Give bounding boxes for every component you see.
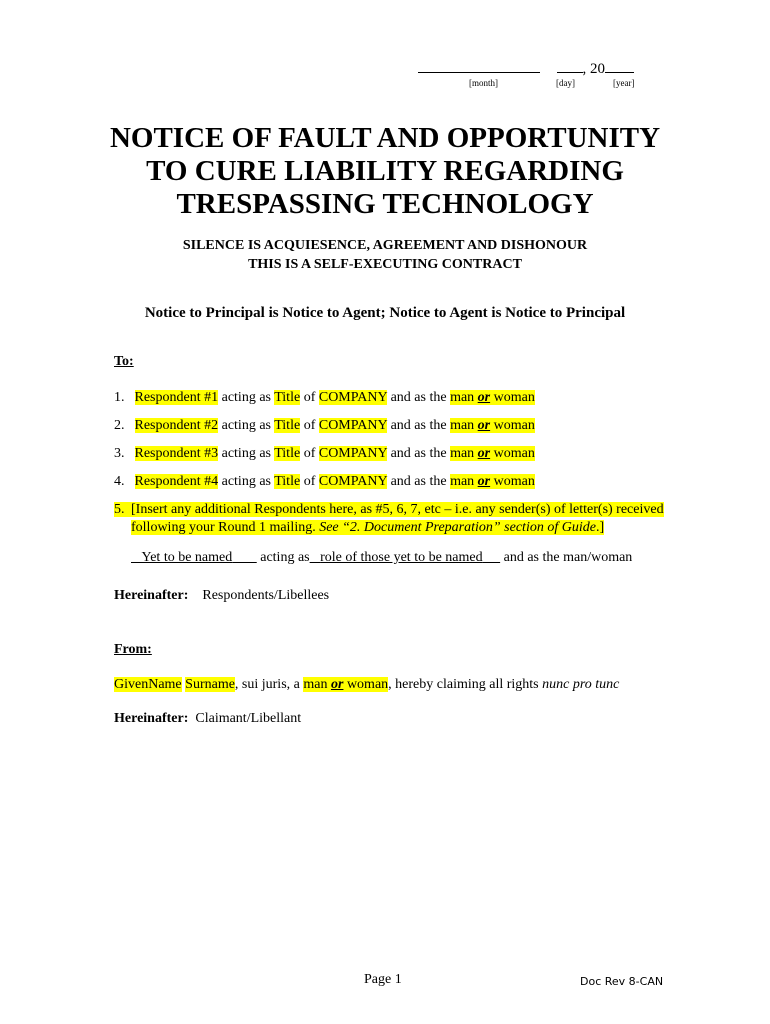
date-line (418, 58, 634, 78)
yet-to-be-named-line: Yet to be named acting as role of those yet to be named and as the man/woman (141, 550, 633, 565)
hereinafter-claimant: Hereinafter: Claimant/Libellant (114, 711, 302, 726)
day-caption: [day] (556, 78, 575, 88)
claimant-line: GivenName Surname, sui juris, a man or woman, hereby claiming all rights nunc pro tunc (114, 677, 620, 692)
respondent-title: Title (274, 390, 301, 405)
year-caption: [year] (613, 78, 635, 88)
to-label: To: (114, 354, 134, 369)
month-blank[interactable] (418, 58, 540, 73)
subtitle-line: SILENCE IS ACQUIESENCE, AGREEMENT AND DISHONOUR (182, 238, 588, 253)
respondent-line: 4. Respondent #4 acting as Title of COMPANY and as the man or woman (114, 474, 535, 489)
doc-revision: Doc Rev 8-CAN (580, 975, 664, 988)
respondent-title: Title (274, 474, 301, 489)
respondent-company: COMPANY (318, 418, 388, 433)
page-number: Page 1 (364, 972, 402, 987)
from-label: From: (114, 642, 152, 657)
respondent-company: COMPANY (318, 390, 388, 405)
month-caption: [month] (469, 78, 498, 88)
respondent-company: COMPANY (318, 474, 388, 489)
respondent-name: Respondent #3 (134, 446, 219, 461)
respondent-name: Respondent #2 (134, 418, 219, 433)
respondent-company: COMPANY (318, 446, 388, 461)
date-comma-century: , 20 (582, 61, 605, 77)
man-or-woman: man or woman (303, 677, 389, 692)
item5-line1: [Insert any additional Respondents here, as #5, 6, 7, etc – i.e. any sender(s) of letter(s) received (131, 502, 664, 517)
respondent-line: 1. Respondent #1 acting as Title of COMPANY and as the man or woman (114, 390, 535, 405)
item5-number: 5. (114, 502, 131, 517)
man-or-woman: man or woman (450, 390, 535, 405)
year-blank[interactable] (605, 58, 634, 73)
respondent-line: 2. Respondent #2 acting as Title of COMPANY and as the man or woman (114, 418, 535, 433)
respondent-name: Respondent #4 (134, 474, 219, 489)
respondent-title: Title (274, 446, 301, 461)
man-or-woman: man or woman (450, 446, 535, 461)
respondent-line: 3. Respondent #3 acting as Title of COMPANY and as the man or woman (114, 446, 535, 461)
additional-respondents-item (114, 502, 664, 518)
additional-respondents-item-line2: following your Round 1 mailing. See “2. Document Preparation” section of Guide.] (131, 520, 605, 535)
man-or-woman: man or woman (450, 418, 535, 433)
given-name: GivenName (114, 677, 182, 692)
subtitle-line: THIS IS A SELF-EXECUTING CONTRACT (248, 257, 522, 272)
subtitle (0, 236, 770, 274)
document-title (0, 122, 770, 221)
surname: Surname (185, 677, 235, 692)
hereinafter-respondents: Hereinafter: Respondents/Libellees (114, 588, 330, 603)
respondent-name: Respondent #1 (134, 390, 219, 405)
title-line: TRESPASSING TECHNOLOGY (176, 188, 594, 220)
title-line: NOTICE OF FAULT AND OPPORTUNITY (109, 122, 661, 154)
man-or-woman: man or woman (450, 474, 535, 489)
title-line: TO CURE LIABILITY REGARDING (146, 155, 624, 187)
respondent-title: Title (274, 418, 301, 433)
notice-principal-heading: Notice to Principal is Notice to Agent; Notice to Agent is Notice to Principal (144, 305, 626, 321)
day-blank[interactable] (557, 58, 583, 73)
